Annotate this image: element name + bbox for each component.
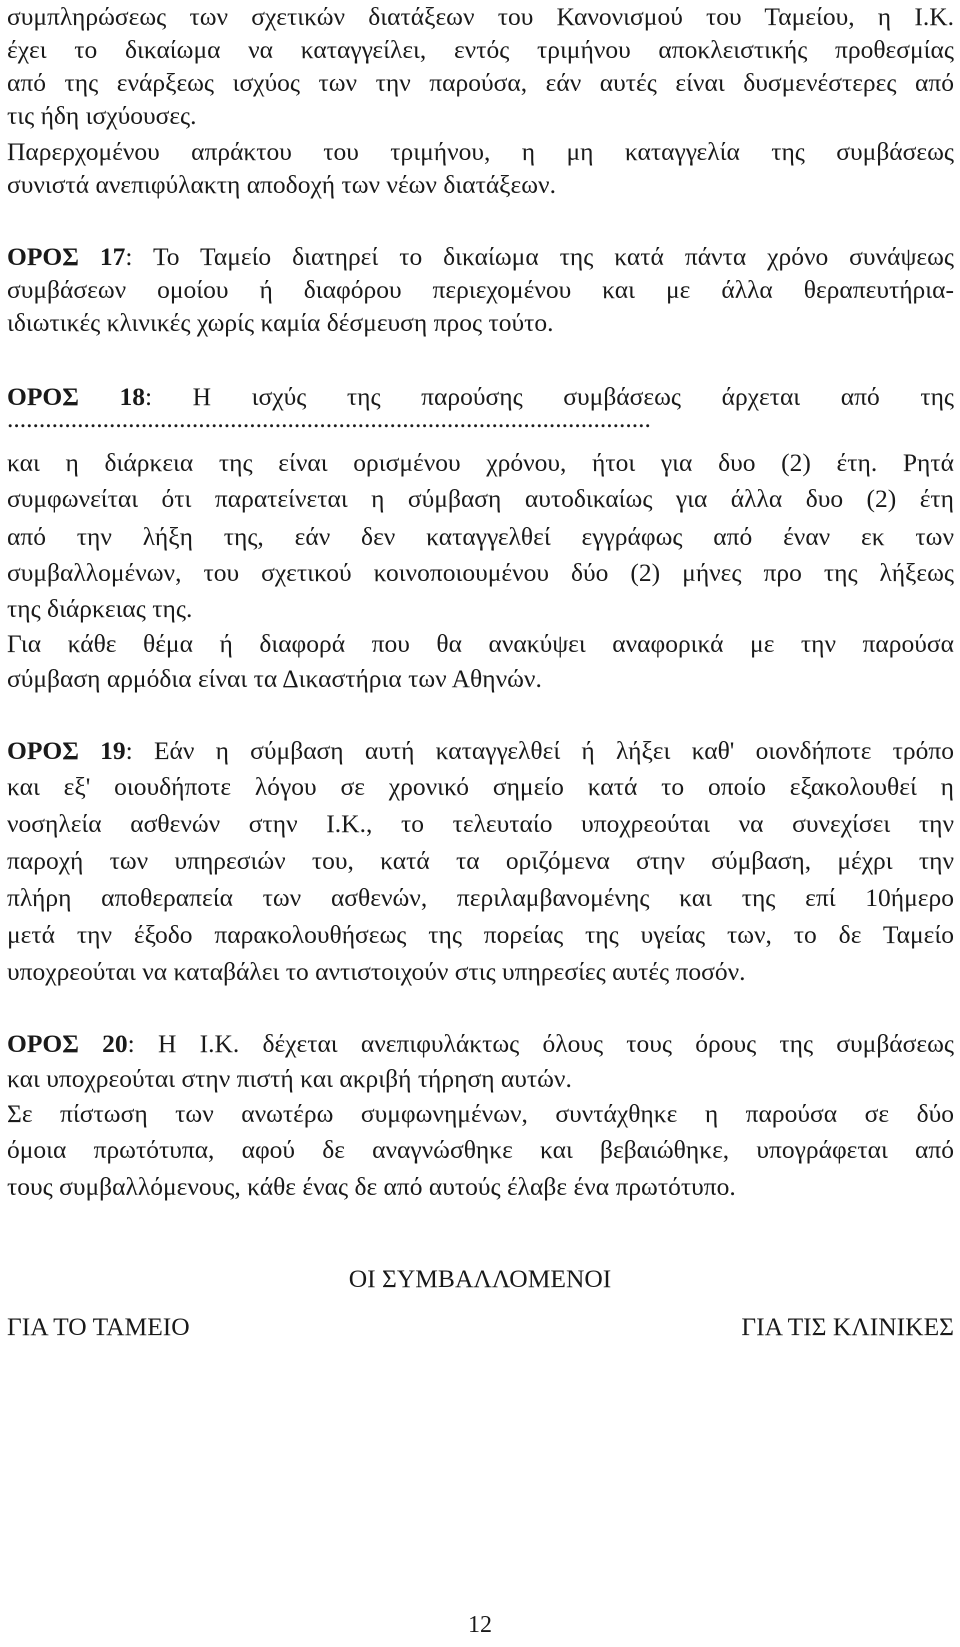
paragraph-line: Παρερχομένου απράκτου του τριμήνου, η μη καταγγελία της συμβάσεως	[7, 137, 954, 166]
term-19-line: παροχή των υπηρεσιών του, κατά τα οριζόμενα στην σύμβαση, μέχρι την	[7, 846, 954, 875]
signature-left-label: ΓΙΑ ΤΟ ΤΑΜΕΙΟ	[7, 1312, 190, 1341]
term-20-line: όμοια πρωτότυπα, αφού δε αναγνώσθηκε και βεβαιώθηκε, υπογράφεται από	[7, 1135, 954, 1164]
term-19-line: μετά την έξοδο παρακολουθήσεως της πορείας της υγείας των, το δε Ταμείο	[7, 920, 954, 949]
signatures-title: ΟΙ ΣΥΜΒΑΛΛΟΜΕΝΟΙ	[348, 1264, 612, 1293]
term-18-line: της διάρκειας της.	[7, 594, 193, 623]
term-17-line: ιδιωτικές κλινικές χωρίς καμία δέσμευση προς τούτο.	[7, 308, 554, 337]
term-19-text: : Εάν η σύμβαση αυτή καταγγελθεί ή λήξει καθ' οιονδήποτε τρόπο	[125, 736, 954, 765]
term-19-heading: ΟΡΟΣ 19	[7, 736, 126, 765]
term-19-line: υποχρεούται να καταβάλει το αντιστοιχούν στις υπηρεσίες αυτές ποσόν.	[7, 957, 746, 986]
paragraph-line: έχει το δικαίωμα να καταγγείλει, εντός τριμήνου αποκλειστικής προθεσμίας	[7, 35, 954, 64]
term-19-line: νοσηλεία ασθενών στην Ι.Κ., το τελευταίο υποχρεούται να συνεχίσει την	[7, 809, 954, 838]
term-18-line: και η διάρκεια της είναι ορισμένου χρόνου, ήτοι για δυο (2) έτη. Ρητά	[7, 448, 954, 477]
term-19-line	[7, 734, 954, 768]
paragraph-line: συμπληρώσεως των σχετικών διατάξεων του Κανονισμού του Ταμείου, η Ι.Κ.	[7, 2, 954, 31]
term-17-line: συμβάσεων ομοίου ή διαφόρου περιεχομένου και με άλλα θεραπευτήρια-	[7, 275, 954, 304]
term-18-line: Για κάθε θέμα ή διαφορά που θα ανακύψει αναφορικά με την παρούσα	[7, 629, 954, 658]
paragraph-line: από της ενάρξεως ισχύος των την παρούσα, εάν αυτές είναι δυσμενέστερες από	[7, 68, 954, 97]
term-18-line: συμφωνείται ότι παρατείνεται η σύμβαση αυτοδικαίως για άλλα δυο (2) έτη	[7, 484, 954, 513]
term-18-text: : Η ισχύς της παρούσης συμβάσεως άρχεται από της	[145, 382, 954, 411]
term-19-line: και εξ' οιουδήποτε λόγου σε χρονικό σημείο κατά το οποίο εξακολουθεί η	[7, 772, 954, 801]
term-18-line: συμβαλλομένων, του σχετικού κοινοποιουμένου δύο (2) μήνες προ της λήξεως	[7, 558, 954, 587]
term-17-line	[7, 240, 954, 274]
paragraph-line: συνιστά ανεπιφύλακτη αποδοχή των νέων διατάξεων.	[7, 170, 556, 199]
signature-right-label: ΓΙΑ ΤΙΣ ΚΛΙΝΙΚΕΣ	[741, 1312, 954, 1341]
paragraph-line: τις ήδη ισχύουσες.	[7, 101, 197, 130]
term-20-line: και υποχρεούται στην πιστή και ακριβή τήρηση αυτών.	[7, 1064, 572, 1093]
page-number: 12	[468, 1612, 492, 1638]
term-19-line: πλήρη αποθεραπεία των ασθενών, περιλαμβανομένης και της επί 10ήμερο	[7, 883, 954, 912]
term-17-text: : Το Ταμείο διατηρεί το δικαίωμα της κατά πάντα χρόνο συνάψεως	[125, 242, 954, 271]
term-18-line: σύμβαση αρμόδια είναι τα Δικαστήρια των Αθηνών.	[7, 664, 542, 693]
term-18-heading: ΟΡΟΣ 18	[7, 382, 146, 411]
term-20-line: Σε πίστωση των ανωτέρω συμφωνημένων, συντάχθηκε η παρούσα σε δύο	[7, 1099, 954, 1128]
term-17-heading: ΟΡΟΣ 17	[7, 242, 126, 271]
term-20-heading: ΟΡΟΣ 20	[7, 1029, 128, 1058]
term-20-line	[7, 1027, 954, 1061]
fill-in-dots: .....................................................................................................	[7, 404, 651, 433]
term-18-line: από την λήξη της, εάν δεν καταγγελθεί εγγράφως από έναν εκ των	[7, 522, 954, 551]
term-20-line: τους συμβαλλόμενους, κάθε ένας δε από αυτούς έλαβε ένα πρωτότυπο.	[7, 1172, 736, 1201]
term-20-text: : Η Ι.Κ. δέχεται ανεπιφυλάκτως όλους τους όρους της συμβάσεως	[127, 1029, 954, 1058]
